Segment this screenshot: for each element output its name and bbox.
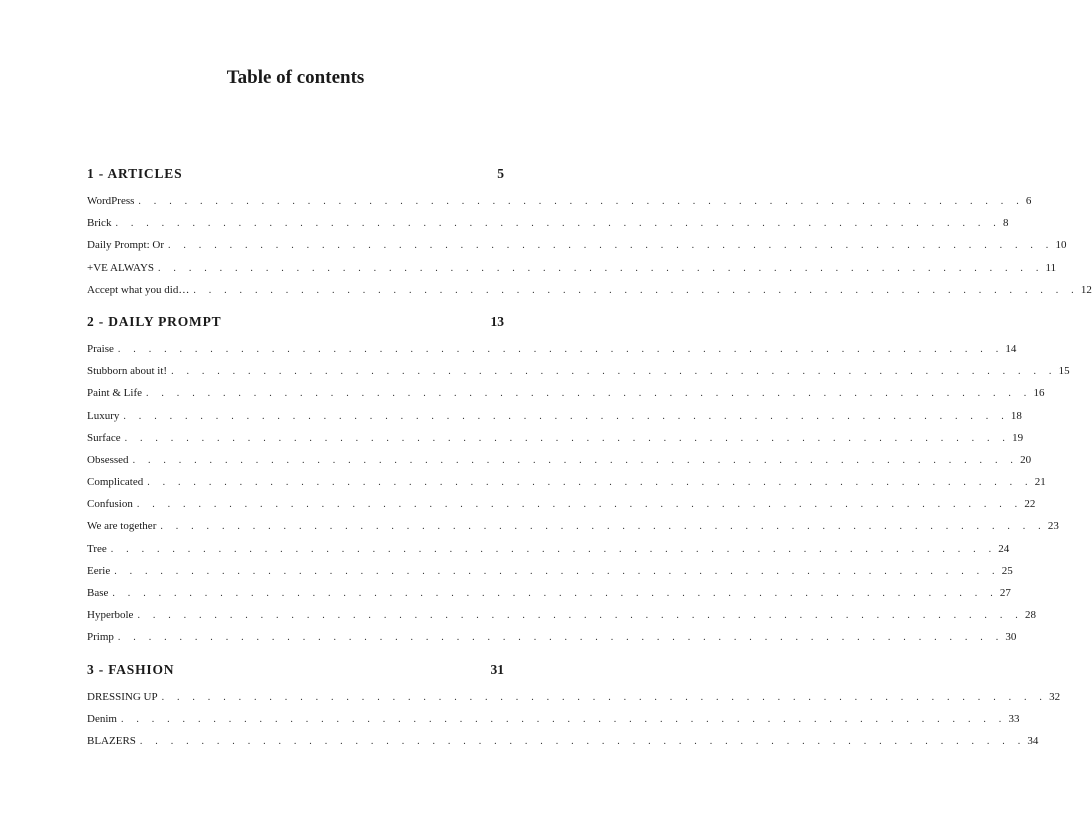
toc-entry-label: Tree: [87, 542, 107, 555]
section-page-number: 13: [490, 313, 504, 329]
dot-leader: . . . . . . . . . . . . . . . . . . . . . . . . . . . . . . . . . . . . . . . . . . . . . . . . . . . . . . . . . .: [117, 632, 1004, 644]
toc-entry-label: Base: [87, 587, 109, 599]
toc-entry[interactable]: [87, 686, 1061, 708]
page-title: Table of contents: [226, 67, 365, 88]
toc-entry-page-number: 15: [1058, 365, 1070, 378]
dot-leader: . . . . . . . . . . . . . . . . . . . . . . . . . . . . . . . . . . . . . . . . . . . . . . . . . . . . . . . . . .: [132, 454, 1019, 466]
dot-leader: . . . . . . . . . . . . . . . . . . . . . . . . . . . . . . . . . . . . . . . . . . . . . . . . . . . . . . . . . .: [110, 543, 997, 555]
dot-leader: . . . . . . . . . . . . . . . . . . . . . . . . . . . . . . . . . . . . . . . . . . . . . . . . . . . . . . . . . .: [137, 610, 1023, 622]
toc-entry[interactable]: [87, 449, 1032, 471]
toc-section: [87, 312, 1070, 649]
toc-entry[interactable]: [87, 538, 1010, 560]
dot-leader: . . . . . . . . . . . . . . . . . . . . . . . . . . . . . . . . . . . . . . . . . . . . . . . . . . . . . . . . . .: [168, 240, 1054, 252]
toc-entry-page-number: 22: [1024, 498, 1036, 511]
dot-leader: . . . . . . . . . . . . . . . . . . . . . . . . . . . . . . . . . . . . . . . . . . . . . . . . . . . . . . . . . .: [120, 713, 1007, 725]
toc-entry-page-number: 18: [1010, 409, 1022, 422]
dot-leader: . . . . . . . . . . . . . . . . . . . . . . . . . . . . . . . . . . . . . . . . . . . . . . . . . . . . . . . . . .: [158, 262, 1044, 274]
toc-entry-label: Accept what you did…: [87, 283, 190, 296]
toc-entry[interactable]: [87, 405, 1022, 427]
toc-entry-label: Praise: [87, 342, 114, 355]
table-of-contents: [87, 164, 1092, 752]
toc-entry-page-number: 24: [998, 542, 1010, 555]
toc-entry-page-number: 27: [999, 587, 1011, 599]
toc-entry-page-number: 21: [1034, 476, 1046, 489]
toc-entry[interactable]: [87, 560, 1013, 582]
toc-entry-label: Obsessed: [87, 453, 129, 466]
toc-entry[interactable]: [87, 730, 1039, 752]
toc-section: [87, 660, 1061, 753]
dot-leader: . . . . . . . . . . . . . . . . . . . . . . . . . . . . . . . . . . . . . . . . . . . . . . . . . . . . . . . . . .: [160, 521, 1046, 533]
toc-entry[interactable]: [87, 493, 1036, 515]
toc-entry-page-number: 14: [1005, 342, 1017, 355]
toc-entry-page-number: 28: [1024, 609, 1036, 622]
toc-entry[interactable]: [87, 427, 1024, 449]
dot-leader: . . . . . . . . . . . . . . . . . . . . . . . . . . . . . . . . . . . . . . . . . . . . . . . . . . . . . . . . . .: [136, 499, 1023, 511]
toc-entry-page-number: 32: [1049, 690, 1061, 703]
toc-section: [87, 164, 1092, 301]
toc-entry-page-number: 20: [1020, 453, 1032, 466]
toc-entry-label: Surface: [87, 431, 121, 444]
section-heading-label: 2 - DAILY PROMPT: [87, 313, 222, 329]
dot-leader: . . . . . . . . . . . . . . . . . . . . . . . . . . . . . . . . . . . . . . . . . . . . . . . . . . . . . . . . . .: [115, 218, 1001, 230]
toc-entry[interactable]: [87, 190, 1032, 212]
section-heading[interactable]: [87, 164, 504, 184]
toc-entry-label: Complicated: [87, 476, 144, 489]
toc-entry[interactable]: [87, 338, 1017, 360]
dot-leader: . . . . . . . . . . . . . . . . . . . . . . . . . . . . . . . . . . . . . . . . . . . . . . . . . . . . . . . . . .: [124, 432, 1011, 444]
toc-entry-label: Brick: [87, 217, 112, 230]
toc-entry-label: Eerie: [87, 564, 111, 577]
dot-leader: . . . . . . . . . . . . . . . . . . . . . . . . . . . . . . . . . . . . . . . . . . . . . . . . . . . . . . . . . .: [193, 284, 1079, 296]
toc-entry-label: DRESSING UP: [87, 690, 158, 703]
toc-entry-label: Hyperbole: [87, 609, 134, 622]
toc-entry-page-number: 34: [1027, 734, 1039, 747]
toc-entry[interactable]: [87, 212, 1009, 234]
toc-entry-label: Confusion: [87, 498, 133, 511]
toc-entry-page-number: 8: [1002, 217, 1009, 230]
toc-entry-label: BLAZERS: [87, 734, 136, 747]
dot-leader: . . . . . . . . . . . . . . . . . . . . . . . . . . . . . . . . . . . . . . . . . . . . . . . . . . . . . . . . . .: [161, 691, 1048, 703]
toc-entry[interactable]: [87, 382, 1045, 404]
toc-entry[interactable]: [87, 279, 1092, 301]
toc-entry-label: We are together: [87, 520, 157, 533]
dot-leader: . . . . . . . . . . . . . . . . . . . . . . . . . . . . . . . . . . . . . . . . . . . . . . . . . . . . . . . . . .: [112, 588, 998, 599]
toc-entry-page-number: 30: [1005, 631, 1017, 644]
toc-entry-label: WordPress: [87, 195, 135, 207]
section-page-number: 5: [497, 166, 504, 181]
toc-entry-label: Stubborn about it!: [87, 365, 168, 378]
toc-entry[interactable]: [87, 360, 1070, 382]
toc-entry-label: Daily Prompt: Or: [87, 239, 164, 252]
section-heading-label: 3 - FASHION: [87, 661, 175, 677]
toc-entry-page-number: 19: [1012, 431, 1024, 444]
toc-entry-label: +VE ALWAYS: [87, 261, 155, 274]
toc-entry-label: Luxury: [87, 409, 120, 422]
toc-entry[interactable]: [87, 582, 1011, 604]
dot-leader: . . . . . . . . . . . . . . . . . . . . . . . . . . . . . . . . . . . . . . . . . . . . . . . . . . . . . . . . . .: [114, 565, 1000, 577]
toc-entry[interactable]: [87, 708, 1020, 730]
dot-leader: . . . . . . . . . . . . . . . . . . . . . . . . . . . . . . . . . . . . . . . . . . . . . . . . . . . . . . . . . .: [147, 477, 1033, 489]
section-page-number: 31: [490, 661, 504, 677]
toc-entry-label: Denim: [87, 712, 117, 725]
toc-entry-page-number: 10: [1055, 239, 1067, 252]
toc-entry-page-number: 12: [1080, 283, 1092, 296]
toc-entry-page-number: 25: [1001, 564, 1013, 577]
toc-entry[interactable]: [87, 257, 1057, 279]
toc-entry-page-number: 6: [1025, 195, 1032, 207]
toc-entry[interactable]: [87, 471, 1046, 493]
toc-entry-page-number: 11: [1045, 261, 1057, 274]
toc-entry-label: Primp: [87, 631, 114, 644]
dot-leader: . . . . . . . . . . . . . . . . . . . . . . . . . . . . . . . . . . . . . . . . . . . . . . . . . . . . . . . . . .: [146, 388, 1032, 400]
dot-leader: . . . . . . . . . . . . . . . . . . . . . . . . . . . . . . . . . . . . . . . . . . . . . . . . . . . . . . . . . .: [123, 410, 1009, 422]
dot-leader: . . . . . . . . . . . . . . . . . . . . . . . . . . . . . . . . . . . . . . . . . . . . . . . . . . . . . . . . . .: [138, 196, 1024, 207]
dot-leader: . . . . . . . . . . . . . . . . . . . . . . . . . . . . . . . . . . . . . . . . . . . . . . . . . . . . . . . . . .: [117, 343, 1004, 355]
dot-leader: . . . . . . . . . . . . . . . . . . . . . . . . . . . . . . . . . . . . . . . . . . . . . . . . . . . . . . . . . .: [171, 366, 1057, 378]
toc-entry[interactable]: [87, 604, 1036, 626]
toc-entry-page-number: 33: [1008, 712, 1020, 725]
section-heading[interactable]: [87, 312, 504, 332]
toc-entry[interactable]: [87, 234, 1067, 256]
toc-entry-page-number: 23: [1047, 520, 1059, 533]
dot-leader: . . . . . . . . . . . . . . . . . . . . . . . . . . . . . . . . . . . . . . . . . . . . . . . . . . . . . . . . . .: [139, 735, 1026, 747]
section-heading-label: 1 - ARTICLES: [87, 166, 183, 181]
toc-entry[interactable]: [87, 626, 1017, 648]
toc-entry-page-number: 16: [1033, 387, 1045, 400]
toc-entry-label: Paint & Life: [87, 387, 142, 400]
toc-entry[interactable]: [87, 515, 1059, 537]
section-heading[interactable]: [87, 660, 504, 680]
